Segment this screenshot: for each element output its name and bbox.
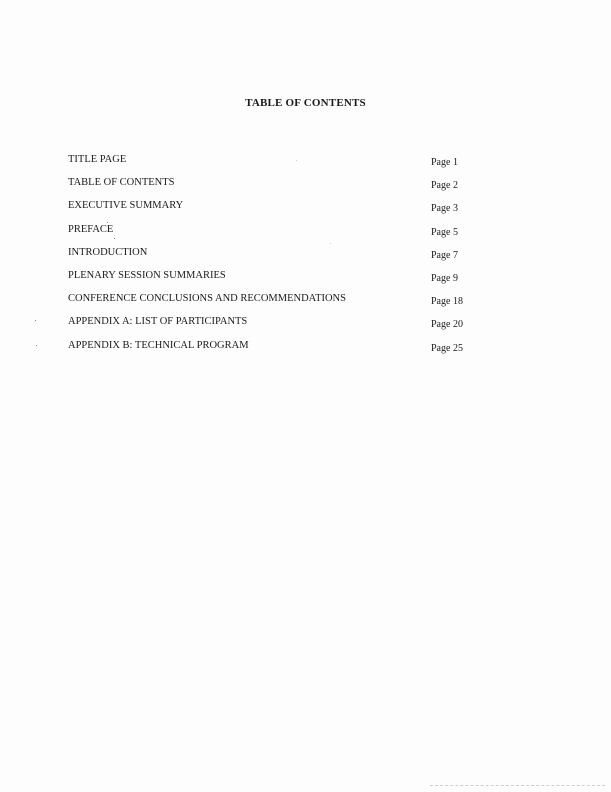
scan-speck <box>296 160 297 161</box>
toc-entry-page: Page 9 <box>431 272 458 284</box>
toc-entry-label: PREFACE <box>68 223 114 235</box>
toc-entry-label: PLENARY SESSION SUMMARIES <box>68 269 226 281</box>
toc-row-table-of-contents <box>68 176 478 199</box>
toc-list <box>68 153 478 362</box>
toc-entry-label: TABLE OF CONTENTS <box>68 177 175 189</box>
scan-speck <box>36 345 37 346</box>
toc-entry-label: APPENDIX A: LIST OF PARTICIPANTS <box>68 316 248 328</box>
scan-speck <box>35 320 36 321</box>
toc-row-title-page <box>68 153 478 176</box>
toc-row-plenary-session-summaries <box>68 269 478 292</box>
toc-entry-page: Page 1 <box>431 157 458 168</box>
scan-edge-marks <box>430 785 605 788</box>
toc-row-appendix-a <box>68 315 478 338</box>
toc-entry-page: Page 5 <box>431 226 458 238</box>
toc-entry-page: Page 2 <box>431 180 458 192</box>
toc-entry-label: CONFERENCE CONCLUSIONS AND RECOMMENDATIONS <box>68 293 346 305</box>
toc-row-appendix-b <box>68 339 478 362</box>
toc-entry-page: Page 7 <box>431 249 458 261</box>
scan-speck <box>330 243 331 244</box>
toc-row-preface <box>68 223 478 246</box>
toc-row-introduction <box>68 246 478 269</box>
scan-speck <box>107 222 108 223</box>
toc-row-executive-summary <box>68 199 478 222</box>
toc-entry-page: Page 18 <box>431 296 463 308</box>
toc-entry-page: Page 20 <box>431 319 463 331</box>
page-title: TABLE OF CONTENTS <box>245 97 366 109</box>
toc-entry-page: Page 3 <box>431 203 458 215</box>
toc-row-conference-conclusions <box>68 292 478 315</box>
toc-entry-label: EXECUTIVE SUMMARY <box>68 200 184 212</box>
scan-speck <box>114 238 115 239</box>
toc-entry-label: TITLE PAGE <box>68 154 127 165</box>
toc-entry-page: Page 25 <box>431 342 463 354</box>
toc-entry-label: APPENDIX B: TECHNICAL PROGRAM <box>68 339 249 351</box>
toc-entry-label: INTRODUCTION <box>68 246 148 258</box>
